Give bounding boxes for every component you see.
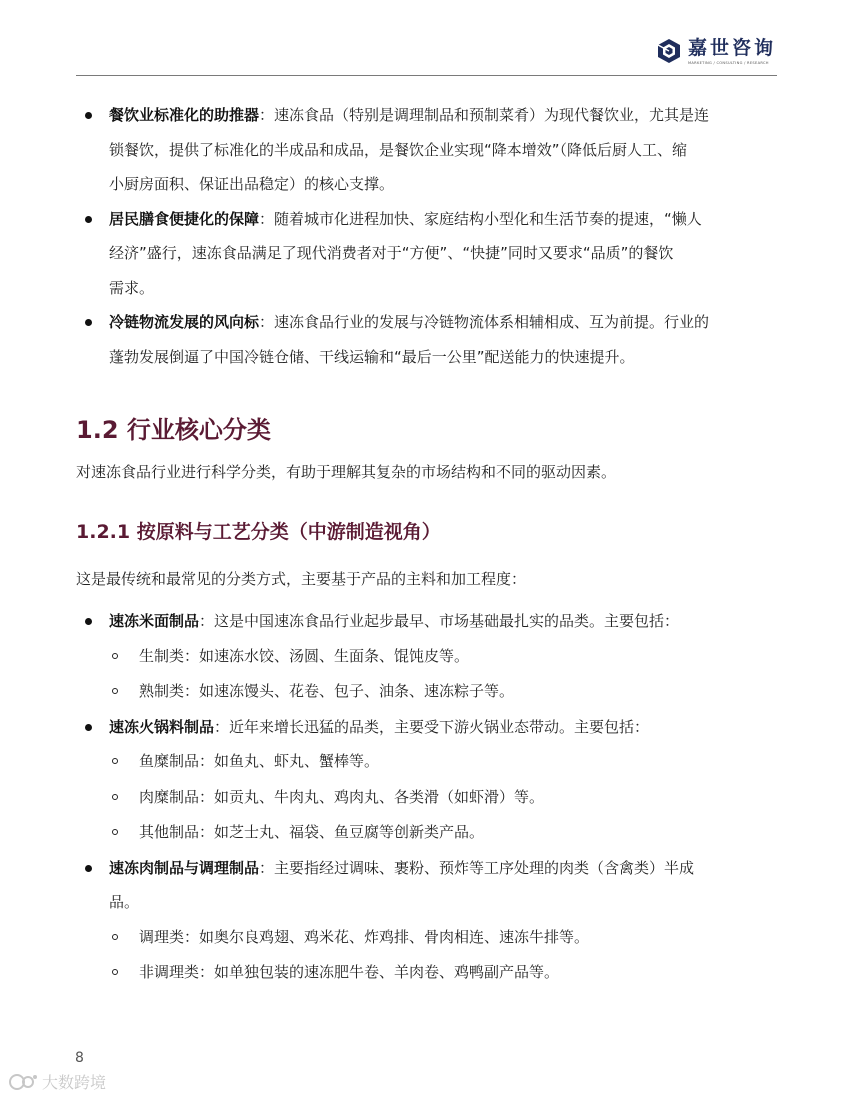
bullet-term: 冷链物流发展的风向标 (109, 313, 260, 331)
bullet-icon (85, 618, 92, 625)
section-heading: 1.2 行业核心分类 (76, 416, 271, 444)
header-divider (76, 75, 777, 76)
bullet-term: 餐饮业标准化的助推器 (109, 106, 260, 124)
circle-bullet-icon (112, 758, 118, 764)
list-item: 速冻肉制品与调理制品：主要指经过调味、裹粉、预炸等工序处理的肉类（含禽类）半成 品。 (76, 851, 776, 920)
page-content (76, 98, 776, 981)
circle-bullet-icon (112, 794, 118, 800)
circle-bullet-icon (112, 934, 118, 940)
logo-name: 嘉世咨询 (687, 37, 776, 59)
watermark-logo-icon (8, 1072, 38, 1092)
circle-bullet-icon (112, 688, 118, 694)
bullet-icon (85, 865, 92, 872)
sub-list-item: 鱼糜制品：如鱼丸、虾丸、蟹棒等。 (76, 744, 776, 780)
subsection-intro: 这是最传统和最常见的分类方式，主要基于产品的主料和加工程度： (76, 570, 527, 588)
page-header (0, 0, 850, 76)
sub-list-item: 生制类：如速冻水饺、汤圆、生面条、馄饨皮等。 (76, 639, 776, 675)
subsection-heading: 1.2.1 按原料与工艺分类（中游制造视角） (76, 521, 441, 543)
circle-bullet-icon (112, 829, 118, 835)
logo-mark-icon (656, 38, 682, 64)
list-item: 冷链物流发展的风向标：速冻食品行业的发展与冷链物流体系相辅相成、互为前提。行业的 蓬勃发展倒逼了中国冷链仓储、干线运输和“最后一公里”配送能力的快速提升。 (76, 305, 776, 374)
company-logo (656, 36, 776, 66)
bullet-term: 居民膳食便捷化的保障 (109, 209, 260, 228)
watermark-text: 大数跨境 (42, 1073, 107, 1092)
circle-bullet-icon (112, 969, 118, 975)
bullet-icon (85, 216, 92, 223)
list-item: 速冻火锅料制品：近年来增长迅猛的品类，主要受下游火锅业态带动。主要包括： (76, 710, 776, 745)
sub-list-item: 肉糜制品：如贡丸、牛肉丸、鸡肉丸、各类滑（如虾滑）等。 (76, 780, 776, 816)
logo-subtitle: MARKETING / CONSULTING / RESEARCH (687, 61, 769, 65)
list-item: 居民膳食便捷化的保障：随着城市化进程加快、家庭结构小型化和生活节奏的提速，“懒人 经济”盛行，速冻食品满足了现代消费者对于“方便”、“快捷”同时又要求“品质”的餐饮 需求。 (76, 202, 776, 306)
bullet-icon (85, 724, 92, 731)
bullet-icon (85, 112, 92, 119)
list-item: 速冻米面制品：这是中国速冻食品行业起步最早、市场基础最扎实的品类。主要包括： (76, 604, 776, 639)
intro-bullet-list (76, 98, 776, 374)
sub-list-item: 熟制类：如速冻馒头、花卷、包子、油条、速冻粽子等。 (76, 674, 776, 710)
bullet-term: 速冻肉制品与调理制品 (109, 858, 260, 877)
watermark (8, 1070, 106, 1093)
bullet-term: 速冻米面制品 (109, 612, 200, 630)
bullet-icon (85, 319, 92, 326)
section-intro: 对速冻食品行业进行科学分类，有助于理解其复杂的市场结构和不同的驱动因素。 (76, 463, 617, 481)
list-item: 餐饮业标准化的助推器：速冻食品（特别是调理制品和预制菜肴）为现代餐饮业，尤其是连 锁餐饮，提供了标准化的半成品和成品，是餐饮企业实现“降本增效”（降低后厨人工、缩 小厨房面积、保证出品稳定）的核心支撑。 (76, 98, 776, 202)
page-number: 8 (75, 1050, 84, 1066)
sub-list-item: 调理类：如奥尔良鸡翅、鸡米花、炸鸡排、骨肉相连、速冻牛排等。 (76, 920, 776, 956)
category-list (76, 604, 776, 991)
bullet-term: 速冻火锅料制品 (109, 717, 215, 736)
circle-bullet-icon (112, 653, 118, 659)
sub-list-item: 其他制品：如芝士丸、福袋、鱼豆腐等创新类产品。 (76, 815, 776, 851)
sub-list-item: 非调理类：如单独包装的速冻肥牛卷、羊肉卷、鸡鸭副产品等。 (76, 955, 776, 991)
